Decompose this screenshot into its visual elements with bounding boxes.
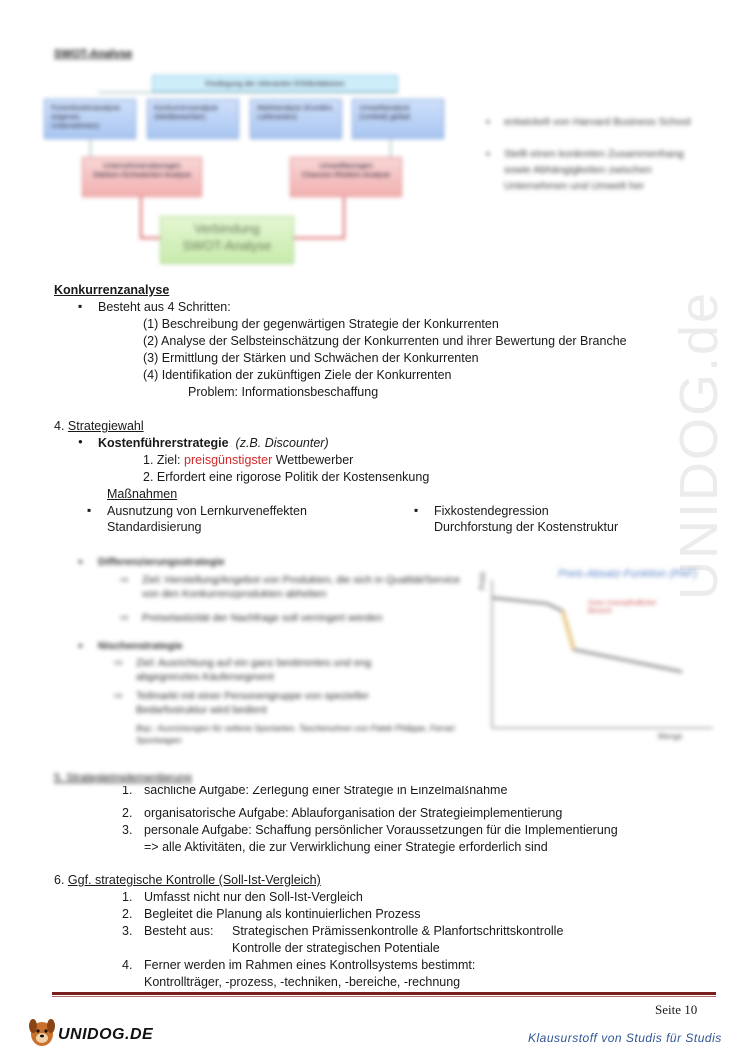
massnahme-4: Durchforstung der Kostenstruktur bbox=[434, 520, 619, 534]
nische-example: Bsp.: Ausrüstungen für seltene Sportarten, Taschenuhren von Patek Philippe, Ferrari Sportwagen bbox=[136, 723, 455, 745]
kostenfuehrer-title: Kostenführerstrategie (z.B. Discounter) bbox=[98, 436, 329, 450]
kontrolle-ferner: Kontrollträger, -prozess, -techniken, -bereiche, -rechnung bbox=[144, 975, 461, 989]
strategiewahl-heading: 4. Strategiewahl bbox=[54, 419, 144, 433]
massnahme-2: Standardisierung bbox=[107, 520, 202, 534]
massnahme-3: Fixkostendegression bbox=[434, 504, 549, 518]
implementierung-item-1: 1. sachliche Aufgabe: Zerlegung einer Strategie in Einzelmaßnahme bbox=[122, 786, 508, 797]
swot-heading: SWOT-Analyse bbox=[54, 48, 133, 60]
chart-title: Preis-Absatz-Funktion (PAF) bbox=[558, 568, 698, 580]
kontrolle-item-4: 4. Ferner werden im Rahmen eines Kontrollsystems bestimmt: bbox=[122, 958, 476, 972]
swot-bullet-1: ▪ entwickelt von Harvard Business School bbox=[486, 116, 691, 128]
swot-blue-box-3: Marktanalyse (Kunden, Lieferanten) bbox=[250, 99, 342, 139]
paf-kink-segment bbox=[563, 611, 574, 649]
swot-green-line1: Verbindung bbox=[194, 221, 260, 236]
konkurrenz-intro: Besteht aus 4 Schritten: bbox=[98, 300, 231, 314]
swot-blue-box-2: Konkurrenzanalyse (Wettbewerber) bbox=[147, 99, 239, 139]
implementierung-item-2: 2. organisatorische Aufgabe: Ablauforganisation der Strategieimplementierung bbox=[122, 806, 563, 820]
watermark: UNIDOG.de bbox=[669, 290, 729, 600]
konkurrenz-step-4: (4) Identifikation der zukünftigen Ziele der Konkurrenten bbox=[143, 368, 452, 382]
diff-point-2: ⇨ Preiselastizität der Nachfrage soll verringert werden bbox=[120, 612, 383, 624]
unidog-logo bbox=[24, 1014, 154, 1052]
kontrolle-item-1: 1. Umfasst nicht nur den Soll-Ist-Vergleich bbox=[122, 890, 363, 904]
konkurrenz-step-1: (1) Beschreibung der gegenwärtigen Strategie der Konkurrenten bbox=[143, 317, 499, 331]
konkurrenz-step-3: (3) Ermittlung der Stärken und Schwächen der Konkurrenten bbox=[143, 351, 479, 365]
kontrolle-besteht-1: Strategischen Prämissenkontrolle & Planfortschrittskontrolle bbox=[232, 924, 564, 938]
chart-xlabel: Menge bbox=[658, 732, 683, 741]
dog-icon bbox=[24, 1014, 60, 1050]
swot-bullet-2: ▪ Stellt einen konkreten Zusammenhang sowie Abhängigkeiten zwischen Unternehmen und Umwelt her bbox=[486, 148, 684, 192]
kontrolle-item-3: 3. Besteht aus: bbox=[122, 924, 214, 938]
diff-title: Differenzierungsstrategie bbox=[98, 556, 225, 568]
diff-point-1: ⇨ Ziel: Herstellung/Angebot von Produkten, die sich in Qualität/Service von den Konkurrenzprodukten abheben bbox=[120, 574, 461, 600]
chart-annotation: Zone Unempfindlicher Bereich bbox=[588, 600, 657, 615]
chart-ylabel: Preis bbox=[478, 571, 487, 590]
footer-tagline: Klausurstoff von Studis für Studis bbox=[528, 1031, 722, 1045]
implementierung-note: => alle Aktivitäten, die zur Verwirklichung einer Strategie erforderlich sind bbox=[144, 840, 548, 854]
implementierung-heading: 5. Strategieimplementierung bbox=[54, 772, 192, 784]
swot-red-box-1: Unternehmensbezogen Stärken-/Schwächen-Analyse bbox=[82, 157, 202, 197]
swot-blue-box-4: Umweltanalyse (Umfeld) global bbox=[352, 99, 444, 139]
blurred-strategies bbox=[0, 0, 470, 780]
chart-plot bbox=[478, 560, 718, 750]
konkurrenz-step-2: (2) Analyse der Selbsteinschätzung der Konkurrenten und ihrer Bewertung der Branche bbox=[143, 334, 627, 348]
paf-line bbox=[492, 598, 682, 672]
kosten-point-2: 2. Erfordert eine rigorose Politik der Kostensenkung bbox=[143, 470, 430, 484]
page-number: Seite 10 bbox=[655, 1002, 698, 1017]
implementierung-item-3: 3. personale Aufgabe: Schaffung persönlicher Voraussetzungen für die Implementierung bbox=[122, 823, 618, 837]
konkurrenz-problem: Problem: Informationsbeschaffung bbox=[188, 385, 379, 399]
logo-text: UNIDOG.DE bbox=[58, 1026, 154, 1043]
swot-green-line2: SWOT-Analyse bbox=[182, 238, 272, 253]
konkurrenz-heading: Konkurrenzanalyse bbox=[54, 283, 170, 297]
kontrolle-heading: 6. Ggf. strategische Kontrolle (Soll-Ist-Vergleich) bbox=[54, 873, 321, 887]
kosten-goal: 1. Ziel: preisgünstigster Wettbewerber bbox=[143, 453, 354, 467]
footer-rule bbox=[52, 992, 716, 995]
swot-blue-box-1: Fonenkostenanalyse (eigenes Unternehmen) bbox=[44, 99, 136, 139]
nische-title: Nischenstrategie bbox=[98, 640, 183, 652]
nische-point-1: ⇨ Ziel: Ausrichtung auf ein ganz bestimmtes und eng abgegrenztes Käufersegment bbox=[114, 657, 372, 683]
paf-chart bbox=[478, 560, 718, 750]
footer-rule-thin bbox=[52, 996, 716, 997]
massnahme-1: Ausnutzung von Lernkurveneffekten bbox=[107, 504, 307, 518]
kontrolle-besteht-2: Kontrolle der strategischen Potentiale bbox=[232, 941, 440, 955]
nische-point-2: ⇨ Teilmarkt mit einer Personengruppe von spezieller Bedarfsstruktur wird bedient bbox=[114, 690, 369, 716]
massnahmen-heading: Maßnahmen bbox=[107, 487, 178, 501]
swot-top-box: Festlegung der relevanten Erfolksfaktoren bbox=[152, 75, 398, 92]
kontrolle-item-2: 2. Begleitet die Planung als kontinuierlichen Prozess bbox=[122, 907, 421, 921]
swot-red-box-2: Umweltbezogen Chancen-/Risiken-Analyse bbox=[290, 157, 402, 197]
